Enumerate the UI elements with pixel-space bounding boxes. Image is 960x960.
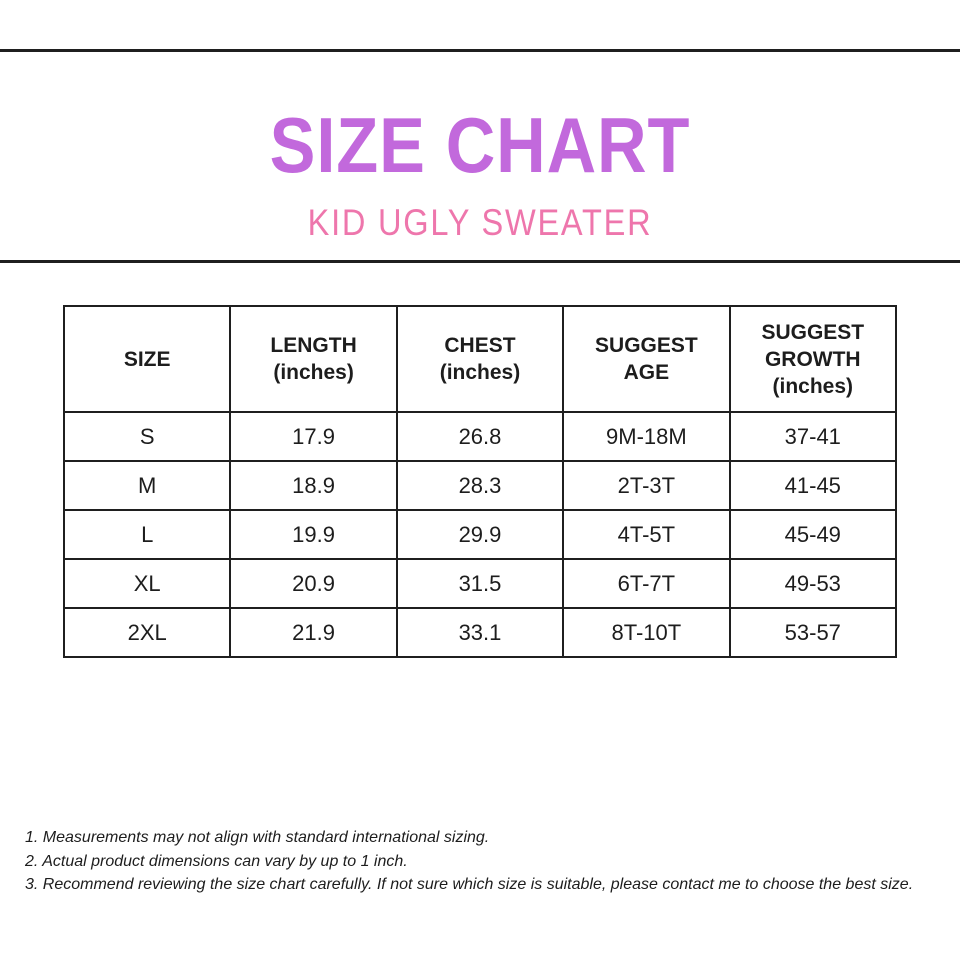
cell-length: 21.9 [230,608,396,657]
size-table-head [64,306,896,412]
cell-growth: 45-49 [730,510,896,559]
cell-chest: 29.9 [397,510,563,559]
footnotes [25,826,937,897]
size-table [63,305,897,658]
header-divider-rule [0,260,960,263]
cell-length: 18.9 [230,461,396,510]
table-row [64,510,896,559]
cell-chest: 26.8 [397,412,563,461]
cell-growth: 41-45 [730,461,896,510]
cell-length: 19.9 [230,510,396,559]
cell-chest: 33.1 [397,608,563,657]
table-row [64,559,896,608]
column-header: SIZE [64,306,230,412]
page-title: SIZE CHART [269,101,691,189]
top-divider-rule [0,49,960,52]
table-row [64,461,896,510]
cell-age: 4T-5T [563,510,729,559]
column-header: CHEST (inches) [397,306,563,412]
note-line: 1. Measurements may not align with standard international sizing. [25,829,490,846]
size-table-body [64,412,896,657]
column-header: SUGGEST GROWTH (inches) [730,306,896,412]
cell-growth: 37-41 [730,412,896,461]
cell-size: M [64,461,230,510]
cell-age: 9M-18M [563,412,729,461]
column-header: SUGGEST AGE [563,306,729,412]
cell-size: L [64,510,230,559]
cell-size: XL [64,559,230,608]
cell-length: 20.9 [230,559,396,608]
note-line: 2. Actual product dimensions can vary by up to 1 inch. [25,852,408,870]
table-row [64,412,896,461]
cell-age: 8T-10T [563,608,729,657]
cell-growth: 49-53 [730,559,896,608]
note-line: 3. Recommend reviewing the size chart carefully. If not sure which size is suitable, please contact me to choose the best size. [25,876,914,893]
table-row [64,608,896,657]
cell-length: 17.9 [230,412,396,461]
cell-age: 2T-3T [563,461,729,510]
cell-chest: 31.5 [397,559,563,608]
cell-chest: 28.3 [397,461,563,510]
product-name-subtitle: KID UGLY SWEATER [307,202,653,243]
cell-size: S [64,412,230,461]
cell-age: 6T-7T [563,559,729,608]
size-table-head-row [64,306,896,412]
cell-size: 2XL [64,608,230,657]
cell-growth: 53-57 [730,608,896,657]
column-header: LENGTH (inches) [230,306,396,412]
